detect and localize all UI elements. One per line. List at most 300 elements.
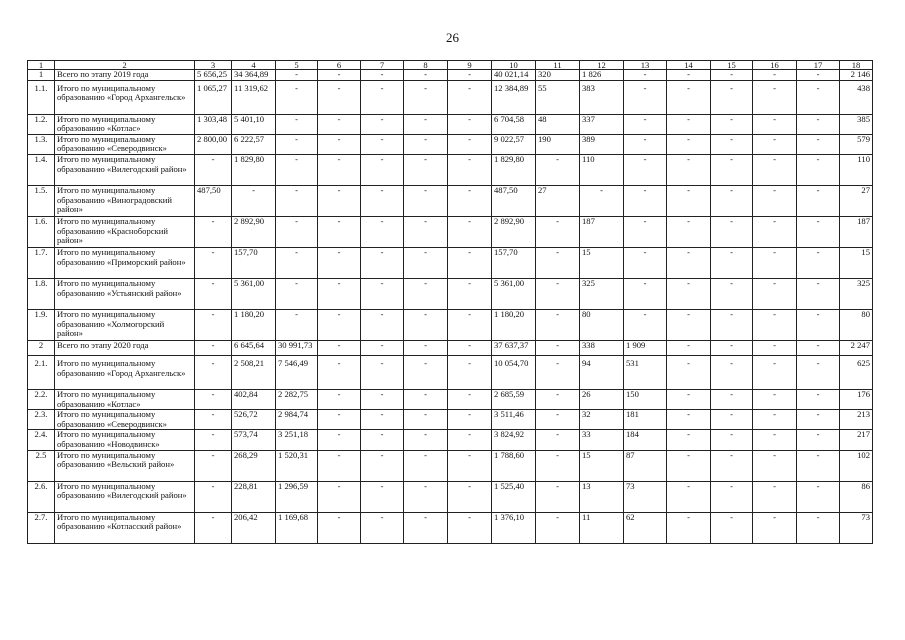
value-cell: 2 892,90 bbox=[232, 216, 276, 247]
value-cell: 1 169,68 bbox=[276, 512, 318, 543]
row-name-cell: Итого по муниципальному образованию «Город Архангельск» bbox=[55, 355, 195, 389]
value-cell: - bbox=[404, 309, 448, 340]
value-cell: - bbox=[361, 247, 404, 278]
value-cell: - bbox=[711, 481, 753, 512]
value-cell: 389 bbox=[580, 134, 624, 154]
value-cell: - bbox=[448, 114, 492, 134]
row-number-cell: 2.5 bbox=[28, 450, 55, 481]
value-cell: - bbox=[536, 340, 580, 355]
value-cell: - bbox=[404, 481, 448, 512]
value-cell: 3 251,18 bbox=[276, 430, 318, 450]
value-cell: 268,29 bbox=[232, 450, 276, 481]
value-cell: - bbox=[753, 410, 797, 430]
value-cell: 5 361,00 bbox=[492, 278, 536, 309]
value-cell: 2 247 bbox=[840, 340, 873, 355]
value-cell: - bbox=[448, 216, 492, 247]
value-cell: - bbox=[448, 134, 492, 154]
value-cell: - bbox=[753, 512, 797, 543]
value-cell: - bbox=[448, 278, 492, 309]
value-cell: - bbox=[232, 185, 276, 216]
value-cell: - bbox=[753, 80, 797, 114]
value-cell: - bbox=[711, 309, 753, 340]
value-cell: 1 376,10 bbox=[492, 512, 536, 543]
value-cell: 184 bbox=[624, 430, 667, 450]
value-cell: 2 800,00 bbox=[195, 134, 232, 154]
table-row bbox=[28, 309, 873, 340]
row-name-cell: Итого по муниципальному образованию «Котласский район» bbox=[55, 512, 195, 543]
table-row bbox=[28, 355, 873, 389]
header-cell: 7 bbox=[361, 61, 404, 70]
value-cell: - bbox=[753, 481, 797, 512]
value-cell: - bbox=[318, 340, 361, 355]
value-cell: - bbox=[711, 450, 753, 481]
value-cell: - bbox=[797, 430, 840, 450]
table-row bbox=[28, 278, 873, 309]
value-cell: 5 361,00 bbox=[232, 278, 276, 309]
value-cell: - bbox=[448, 70, 492, 81]
value-cell: 55 bbox=[536, 80, 580, 114]
value-cell: - bbox=[361, 355, 404, 389]
value-cell: - bbox=[624, 134, 667, 154]
row-name-cell: Итого по муниципальному образованию «Северодвинск» bbox=[55, 410, 195, 430]
value-cell: - bbox=[667, 80, 711, 114]
data-table bbox=[27, 60, 873, 544]
value-cell: - bbox=[361, 309, 404, 340]
value-cell: 325 bbox=[840, 278, 873, 309]
value-cell: 13 bbox=[580, 481, 624, 512]
value-cell: - bbox=[195, 389, 232, 409]
value-cell: 187 bbox=[840, 216, 873, 247]
row-name-cell: Итого по муниципальному образованию «Новодвинск» bbox=[55, 430, 195, 450]
value-cell: 579 bbox=[840, 134, 873, 154]
header-cell: 4 bbox=[232, 61, 276, 70]
row-name-cell: Итого по муниципальному образованию «Котлас» bbox=[55, 389, 195, 409]
value-cell: - bbox=[448, 450, 492, 481]
value-cell: 531 bbox=[624, 355, 667, 389]
value-cell: - bbox=[711, 216, 753, 247]
value-cell: 6 222,57 bbox=[232, 134, 276, 154]
value-cell: - bbox=[753, 278, 797, 309]
value-cell: 526,72 bbox=[232, 410, 276, 430]
row-number-cell: 1.5. bbox=[28, 185, 55, 216]
value-cell: - bbox=[318, 216, 361, 247]
value-cell: - bbox=[318, 512, 361, 543]
value-cell: 181 bbox=[624, 410, 667, 430]
value-cell: - bbox=[318, 481, 361, 512]
value-cell: - bbox=[276, 278, 318, 309]
table-row bbox=[28, 450, 873, 481]
header-cell: 17 bbox=[797, 61, 840, 70]
value-cell: - bbox=[667, 512, 711, 543]
value-cell: - bbox=[536, 481, 580, 512]
row-number-cell: 1.4. bbox=[28, 154, 55, 185]
row-name-cell: Итого по муниципальному образованию «Холмогорский район» bbox=[55, 309, 195, 340]
value-cell: - bbox=[797, 340, 840, 355]
value-cell: - bbox=[711, 389, 753, 409]
value-cell: 32 bbox=[580, 410, 624, 430]
value-cell: - bbox=[361, 134, 404, 154]
table-row bbox=[28, 114, 873, 134]
value-cell: 11 bbox=[580, 512, 624, 543]
value-cell: - bbox=[797, 80, 840, 114]
value-cell: - bbox=[404, 70, 448, 81]
value-cell: 217 bbox=[840, 430, 873, 450]
value-cell: - bbox=[361, 185, 404, 216]
value-cell: - bbox=[797, 154, 840, 185]
value-cell: - bbox=[276, 309, 318, 340]
value-cell: 33 bbox=[580, 430, 624, 450]
value-cell: - bbox=[753, 450, 797, 481]
value-cell: 487,50 bbox=[195, 185, 232, 216]
value-cell: - bbox=[361, 216, 404, 247]
value-cell: - bbox=[318, 70, 361, 81]
value-cell: - bbox=[753, 355, 797, 389]
table-row bbox=[28, 247, 873, 278]
value-cell: - bbox=[448, 80, 492, 114]
value-cell: 2 685,59 bbox=[492, 389, 536, 409]
header-cell: 11 bbox=[536, 61, 580, 70]
value-cell: 6 704,58 bbox=[492, 114, 536, 134]
table-row bbox=[28, 216, 873, 247]
value-cell: - bbox=[361, 450, 404, 481]
value-cell: 40 021,14 bbox=[492, 70, 536, 81]
value-cell: 1 296,59 bbox=[276, 481, 318, 512]
value-cell: 26 bbox=[580, 389, 624, 409]
value-cell: - bbox=[195, 512, 232, 543]
value-cell: - bbox=[195, 154, 232, 185]
row-number-cell: 1.7. bbox=[28, 247, 55, 278]
value-cell: 9 022,57 bbox=[492, 134, 536, 154]
value-cell: - bbox=[276, 134, 318, 154]
row-name-cell: Итого по муниципальному образованию «Устьянский район» bbox=[55, 278, 195, 309]
row-name-cell: Итого по муниципальному образованию «Красноборский район» bbox=[55, 216, 195, 247]
value-cell: - bbox=[448, 355, 492, 389]
value-cell: - bbox=[276, 154, 318, 185]
value-cell: - bbox=[753, 134, 797, 154]
value-cell: - bbox=[711, 355, 753, 389]
value-cell: - bbox=[536, 430, 580, 450]
value-cell: - bbox=[667, 154, 711, 185]
value-cell: - bbox=[711, 80, 753, 114]
value-cell: - bbox=[667, 355, 711, 389]
value-cell: - bbox=[536, 355, 580, 389]
row-name-cell: Итого по муниципальному образованию «Котлас» bbox=[55, 114, 195, 134]
value-cell: - bbox=[448, 185, 492, 216]
row-name-cell: Итого по муниципальному образованию «Северодвинск» bbox=[55, 134, 195, 154]
row-number-cell: 2.1. bbox=[28, 355, 55, 389]
value-cell: 206,42 bbox=[232, 512, 276, 543]
value-cell: - bbox=[753, 389, 797, 409]
value-cell: - bbox=[361, 70, 404, 81]
value-cell: - bbox=[624, 114, 667, 134]
value-cell: 487,50 bbox=[492, 185, 536, 216]
value-cell: - bbox=[195, 340, 232, 355]
value-cell: 110 bbox=[840, 154, 873, 185]
value-cell: - bbox=[753, 216, 797, 247]
value-cell: - bbox=[536, 154, 580, 185]
value-cell: - bbox=[448, 512, 492, 543]
header-cell: 2 bbox=[55, 61, 195, 70]
value-cell: - bbox=[361, 410, 404, 430]
value-cell: 337 bbox=[580, 114, 624, 134]
value-cell: - bbox=[711, 114, 753, 134]
header-cell: 15 bbox=[711, 61, 753, 70]
value-cell: 2 508,21 bbox=[232, 355, 276, 389]
value-cell: - bbox=[797, 309, 840, 340]
value-cell: 187 bbox=[580, 216, 624, 247]
value-cell: 7 546,49 bbox=[276, 355, 318, 389]
value-cell: 5 656,25 bbox=[195, 70, 232, 81]
header-cell: 10 bbox=[492, 61, 536, 70]
value-cell: 1 180,20 bbox=[232, 309, 276, 340]
value-cell: - bbox=[318, 80, 361, 114]
value-cell: - bbox=[361, 154, 404, 185]
value-cell: - bbox=[361, 340, 404, 355]
value-cell: - bbox=[536, 450, 580, 481]
value-cell: - bbox=[448, 340, 492, 355]
value-cell: - bbox=[711, 340, 753, 355]
value-cell: 15 bbox=[840, 247, 873, 278]
value-cell: - bbox=[361, 278, 404, 309]
value-cell: - bbox=[404, 114, 448, 134]
value-cell: 573,74 bbox=[232, 430, 276, 450]
value-cell: 5 401,10 bbox=[232, 114, 276, 134]
value-cell: - bbox=[276, 247, 318, 278]
value-cell: 6 645,64 bbox=[232, 340, 276, 355]
value-cell: - bbox=[318, 247, 361, 278]
value-cell: - bbox=[536, 389, 580, 409]
table-row bbox=[28, 70, 873, 81]
value-cell: 157,70 bbox=[492, 247, 536, 278]
value-cell: - bbox=[404, 80, 448, 114]
value-cell: - bbox=[195, 309, 232, 340]
value-cell: - bbox=[753, 70, 797, 81]
value-cell: 338 bbox=[580, 340, 624, 355]
value-cell: - bbox=[624, 247, 667, 278]
value-cell: 625 bbox=[840, 355, 873, 389]
row-name-cell: Итого по муниципальному образованию «Вилегодский район» bbox=[55, 481, 195, 512]
value-cell: 11 319,62 bbox=[232, 80, 276, 114]
value-cell: 94 bbox=[580, 355, 624, 389]
value-cell: - bbox=[624, 154, 667, 185]
value-cell: - bbox=[711, 154, 753, 185]
value-cell: 2 892,90 bbox=[492, 216, 536, 247]
value-cell: - bbox=[624, 216, 667, 247]
value-cell: - bbox=[797, 278, 840, 309]
value-cell: 176 bbox=[840, 389, 873, 409]
value-cell: 3 511,46 bbox=[492, 410, 536, 430]
value-cell: 30 991,73 bbox=[276, 340, 318, 355]
value-cell: 150 bbox=[624, 389, 667, 409]
value-cell: - bbox=[318, 309, 361, 340]
value-cell: - bbox=[448, 309, 492, 340]
header-cell: 5 bbox=[276, 61, 318, 70]
value-cell: - bbox=[711, 134, 753, 154]
value-cell: - bbox=[276, 216, 318, 247]
value-cell: - bbox=[797, 114, 840, 134]
value-cell: 12 384,89 bbox=[492, 80, 536, 114]
value-cell: - bbox=[753, 185, 797, 216]
value-cell: - bbox=[711, 247, 753, 278]
value-cell: - bbox=[667, 389, 711, 409]
value-cell: 2 984,74 bbox=[276, 410, 318, 430]
value-cell: - bbox=[318, 278, 361, 309]
value-cell: - bbox=[195, 278, 232, 309]
value-cell: - bbox=[404, 512, 448, 543]
value-cell: - bbox=[448, 430, 492, 450]
value-cell: 87 bbox=[624, 450, 667, 481]
value-cell: - bbox=[404, 154, 448, 185]
row-number-cell: 1.9. bbox=[28, 309, 55, 340]
table-row bbox=[28, 185, 873, 216]
value-cell: - bbox=[448, 410, 492, 430]
value-cell: - bbox=[711, 430, 753, 450]
value-cell: - bbox=[753, 340, 797, 355]
value-cell: - bbox=[667, 185, 711, 216]
value-cell: 73 bbox=[840, 512, 873, 543]
value-cell: - bbox=[797, 450, 840, 481]
value-cell: - bbox=[404, 134, 448, 154]
row-number-cell: 2.4. bbox=[28, 430, 55, 450]
value-cell: 1 180,20 bbox=[492, 309, 536, 340]
table-row bbox=[28, 481, 873, 512]
value-cell: - bbox=[448, 247, 492, 278]
value-cell: - bbox=[318, 389, 361, 409]
table-row bbox=[28, 154, 873, 185]
header-cell: 3 bbox=[195, 61, 232, 70]
value-cell: - bbox=[711, 512, 753, 543]
value-cell: - bbox=[195, 410, 232, 430]
value-cell: - bbox=[667, 216, 711, 247]
row-number-cell: 1 bbox=[28, 70, 55, 81]
value-cell: 10 054,70 bbox=[492, 355, 536, 389]
value-cell: 86 bbox=[840, 481, 873, 512]
value-cell: 48 bbox=[536, 114, 580, 134]
value-cell: - bbox=[318, 355, 361, 389]
value-cell: 385 bbox=[840, 114, 873, 134]
value-cell: 80 bbox=[580, 309, 624, 340]
value-cell: - bbox=[536, 512, 580, 543]
value-cell: - bbox=[404, 247, 448, 278]
value-cell: 157,70 bbox=[232, 247, 276, 278]
header-cell: 6 bbox=[318, 61, 361, 70]
value-cell: 27 bbox=[840, 185, 873, 216]
value-cell: - bbox=[404, 389, 448, 409]
value-cell: 102 bbox=[840, 450, 873, 481]
value-cell: - bbox=[667, 450, 711, 481]
value-cell: - bbox=[711, 278, 753, 309]
table-row bbox=[28, 410, 873, 430]
value-cell: 73 bbox=[624, 481, 667, 512]
value-cell: - bbox=[448, 154, 492, 185]
table-row bbox=[28, 430, 873, 450]
value-cell: - bbox=[404, 450, 448, 481]
value-cell: 37 637,37 bbox=[492, 340, 536, 355]
value-cell: 27 bbox=[536, 185, 580, 216]
value-cell: - bbox=[361, 481, 404, 512]
value-cell: - bbox=[195, 430, 232, 450]
value-cell: 110 bbox=[580, 154, 624, 185]
value-cell: 1 826 bbox=[580, 70, 624, 81]
value-cell: - bbox=[276, 70, 318, 81]
value-cell: 34 364,89 bbox=[232, 70, 276, 81]
value-cell: - bbox=[753, 309, 797, 340]
row-number-cell: 2.6. bbox=[28, 481, 55, 512]
value-cell: - bbox=[667, 481, 711, 512]
header-cell: 12 bbox=[580, 61, 624, 70]
value-cell: - bbox=[536, 410, 580, 430]
value-cell: - bbox=[797, 70, 840, 81]
value-cell: - bbox=[404, 278, 448, 309]
value-cell: - bbox=[667, 309, 711, 340]
value-cell: - bbox=[318, 114, 361, 134]
value-cell: 1 909 bbox=[624, 340, 667, 355]
row-number-cell: 1.8. bbox=[28, 278, 55, 309]
value-cell: - bbox=[404, 340, 448, 355]
value-cell: 1 788,60 bbox=[492, 450, 536, 481]
value-cell: - bbox=[797, 216, 840, 247]
value-cell: - bbox=[711, 70, 753, 81]
value-cell: 402,84 bbox=[232, 389, 276, 409]
header-cell: 8 bbox=[404, 61, 448, 70]
value-cell: - bbox=[667, 134, 711, 154]
value-cell: 2 146 bbox=[840, 70, 873, 81]
value-cell: - bbox=[624, 309, 667, 340]
value-cell: - bbox=[624, 278, 667, 309]
row-number-cell: 1.3. bbox=[28, 134, 55, 154]
value-cell: - bbox=[797, 247, 840, 278]
row-number-cell: 2 bbox=[28, 340, 55, 355]
value-cell: 438 bbox=[840, 80, 873, 114]
value-cell: - bbox=[624, 70, 667, 81]
value-cell: - bbox=[318, 430, 361, 450]
value-cell: - bbox=[797, 389, 840, 409]
row-name-cell: Итого по муниципальному образованию «Вельский район» bbox=[55, 450, 195, 481]
value-cell: - bbox=[797, 185, 840, 216]
value-cell: - bbox=[361, 389, 404, 409]
row-number-cell: 2.2. bbox=[28, 389, 55, 409]
value-cell: 1 525,40 bbox=[492, 481, 536, 512]
value-cell: - bbox=[276, 114, 318, 134]
value-cell: - bbox=[361, 512, 404, 543]
value-cell: 1 829,80 bbox=[492, 154, 536, 185]
value-cell: - bbox=[667, 430, 711, 450]
header-cell: 9 bbox=[448, 61, 492, 70]
value-cell: - bbox=[753, 430, 797, 450]
value-cell: - bbox=[404, 185, 448, 216]
value-cell: 15 bbox=[580, 450, 624, 481]
value-cell: 190 bbox=[536, 134, 580, 154]
header-cell: 13 bbox=[624, 61, 667, 70]
value-cell: - bbox=[536, 216, 580, 247]
value-cell: 3 824,92 bbox=[492, 430, 536, 450]
value-cell: 383 bbox=[580, 80, 624, 114]
value-cell: 1 065,27 bbox=[195, 80, 232, 114]
value-cell: - bbox=[797, 481, 840, 512]
value-cell: - bbox=[797, 410, 840, 430]
value-cell: - bbox=[711, 410, 753, 430]
value-cell: - bbox=[361, 430, 404, 450]
value-cell: - bbox=[667, 114, 711, 134]
row-number-cell: 2.7. bbox=[28, 512, 55, 543]
row-name-cell: Итого по муниципальному образованию «Город Архангельск» bbox=[55, 80, 195, 114]
value-cell: - bbox=[624, 80, 667, 114]
value-cell: - bbox=[797, 355, 840, 389]
row-name-cell: Итого по муниципальному образованию «Приморский район» bbox=[55, 247, 195, 278]
header-cell: 18 bbox=[840, 61, 873, 70]
value-cell: - bbox=[448, 389, 492, 409]
value-cell: - bbox=[318, 185, 361, 216]
